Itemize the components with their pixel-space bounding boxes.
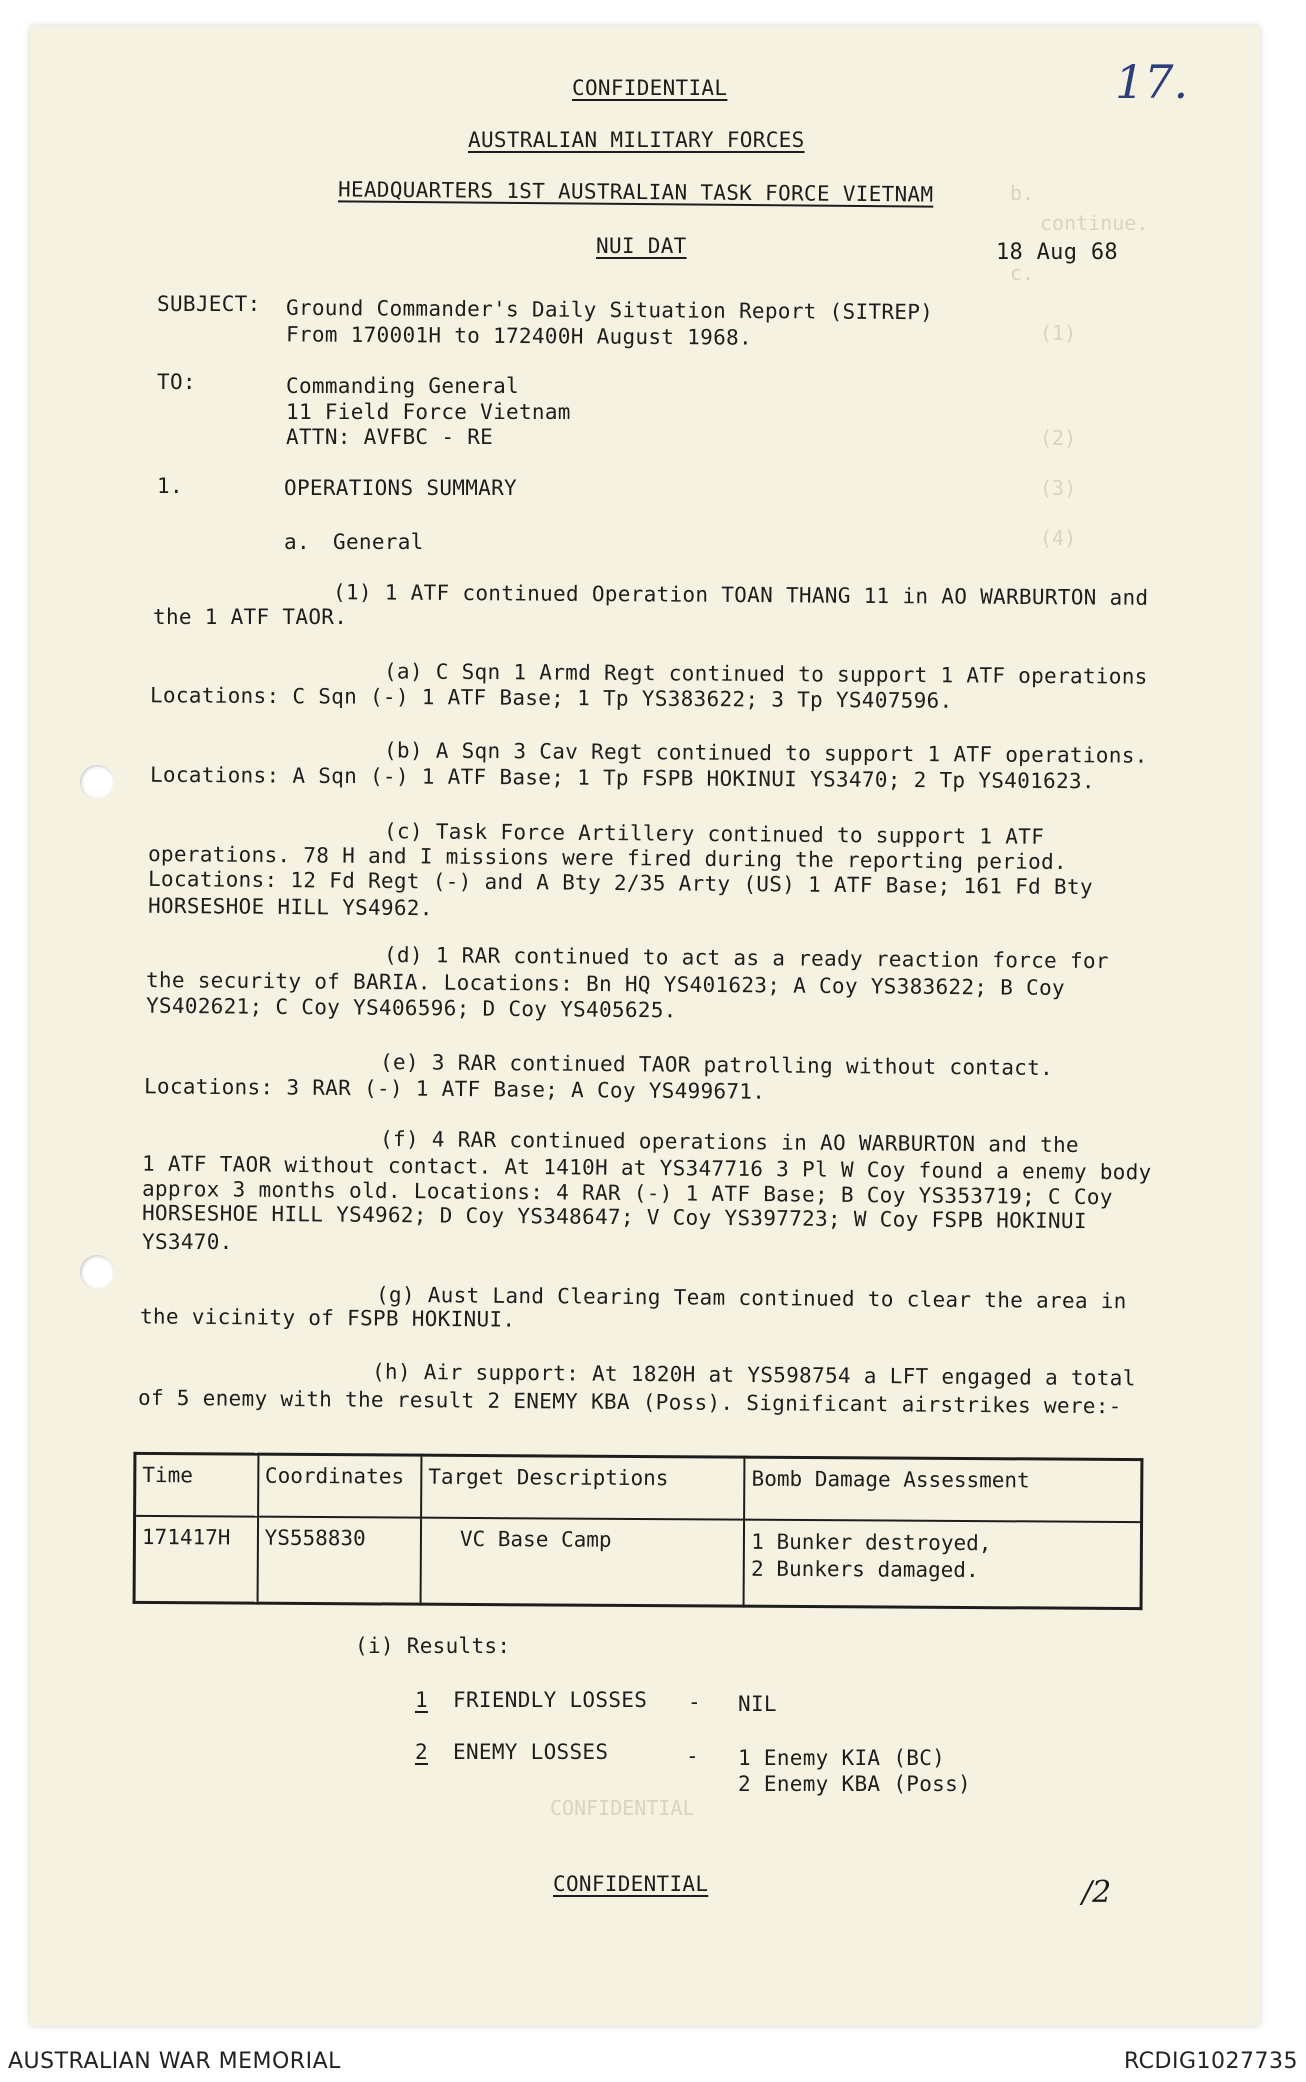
header-coordinates: Coordinates — [258, 1454, 422, 1517]
para-1-line-2: the 1 ATF TAOR. — [153, 605, 348, 629]
bleed-through-text: (1) — [1040, 321, 1077, 345]
punch-hole — [80, 765, 114, 799]
cell-target: VC Base Camp — [420, 1518, 744, 1606]
subsection-title: General — [333, 530, 424, 554]
para-c-line-3: Locations: 12 Fd Regt (-) and A Bty 2/35 Arty (US) 1 ATF Base; 161 Fd Bty — [147, 866, 1093, 900]
header-time: Time — [135, 1453, 259, 1516]
classification-top: CONFIDENTIAL — [572, 76, 728, 100]
para-f-line-5: YS3470. — [142, 1230, 233, 1254]
para-c-line-1: (c) Task Force Artillery continued to support 1 ATF — [383, 819, 1045, 849]
header-bda: Bomb Damage Assessment — [744, 1457, 1142, 1522]
friendly-losses-dash: - — [688, 1690, 701, 1714]
handwritten-page-number: 17. — [1115, 55, 1189, 109]
cell-coordinates: YS558830 — [257, 1517, 421, 1604]
section-number: 1. — [157, 474, 183, 498]
para-g-line-2: the vicinity of FSPB HOKINUI. — [139, 1304, 516, 1332]
subject-line-1: Ground Commander's Daily Situation Report (SITREP) — [285, 295, 934, 325]
para-b-line-1: (b) A Sqn 3 Cav Regt continued to support 1 ATF operations. — [383, 738, 1148, 768]
bda-line-2: 2 Bunkers damaged. — [750, 1556, 979, 1583]
enemy-losses-dash: - — [686, 1744, 699, 1768]
bleed-through-text: (4) — [1040, 526, 1077, 550]
para-g-line-1: (g) Aust Land Clearing Team continued to clear the area in — [375, 1282, 1127, 1314]
bleed-through-text: continue. — [1040, 211, 1149, 235]
para-a-line-1: (a) C Sqn 1 Armd Regt continued to support 1 ATF operations — [383, 659, 1148, 689]
subject-label: SUBJECT: — [157, 292, 261, 316]
punch-hole — [80, 1255, 114, 1289]
para-c-line-4: HORSESHOE HILL YS4962. — [147, 893, 433, 921]
table-row — [134, 1516, 1142, 1609]
para-e-line-2: Locations: 3 RAR (-) 1 ATF Base; A Coy YS499671. — [143, 1074, 766, 1104]
para-h-line-2: of 5 enemy with the result 2 ENEMY KBA (Poss). Significant airstrikes were:- — [137, 1385, 1122, 1419]
para-a-line-2: Locations: C Sqn (-) 1 ATF Base; 1 Tp YS383622; 3 Tp YS407596. — [149, 683, 953, 713]
next-page-marker: /2 — [1082, 1875, 1112, 1910]
cell-bda — [744, 1520, 1142, 1609]
para-d-line-3: YS402621; C Coy YS406596; D Coy YS405625. — [145, 993, 677, 1023]
para-f-line-3: approx 3 months old. Locations: 4 RAR (-) 1 ATF Base; B Coy YS353719; C Coy — [141, 1176, 1113, 1210]
para-d-line-2: the security of BARIA. Locations: Bn HQ YS401623; A Coy YS383622; B Coy — [145, 967, 1066, 1001]
cell-time: 171417H — [134, 1516, 258, 1603]
bleed-through-text: (3) — [1040, 476, 1077, 500]
hq-title: HEADQUARTERS 1ST AUSTRALIAN TASK FORCE VIETNAM — [337, 177, 934, 207]
location-title: NUI DAT — [596, 234, 687, 258]
subject-line-2: From 170001H to 172400H August 1968. — [285, 322, 753, 350]
results-label: (i) Results: — [355, 1634, 511, 1658]
table-header-row — [135, 1453, 1142, 1522]
bleed-through-text: b. — [1010, 181, 1035, 205]
subsection-letter: a. — [284, 530, 310, 554]
para-f-line-1: (f) 4 RAR continued operations in AO WARBURTON and the — [379, 1126, 1080, 1158]
to-line-1: Commanding General — [286, 374, 519, 398]
enemy-losses-value-1: 1 Enemy KIA (BC) — [738, 1746, 946, 1770]
enemy-losses-number: 2 — [415, 1740, 428, 1764]
para-b-line-2: Locations: A Sqn (-) 1 ATF Base; 1 Tp FSPB HOKINUI YS3470; 2 Tp YS401623. — [149, 762, 1095, 794]
org-title: AUSTRALIAN MILITARY FORCES — [468, 128, 805, 152]
classification-bottom: CONFIDENTIAL — [553, 1872, 709, 1896]
bleed-through-text: c. — [1010, 261, 1035, 285]
archive-reference: RCDIG1027735 — [1123, 2049, 1298, 2074]
header-target: Target Descriptions — [421, 1455, 745, 1519]
para-1-line-1: (1) 1 ATF continued Operation TOAN THANG 11 in AO WARBURTON and — [332, 580, 1149, 610]
bda-line-1: 1 Bunker destroyed, — [751, 1529, 992, 1556]
friendly-losses-label: FRIENDLY LOSSES — [453, 1688, 648, 1712]
para-d-line-1: (d) 1 RAR continued to act as a ready reaction force for — [383, 942, 1109, 974]
section-title: OPERATIONS SUMMARY — [284, 476, 517, 500]
para-f-line-4: HORSESHOE HILL YS4962; D Coy YS348647; V Coy YS397723; W Coy FSPB HOKINUI — [141, 1200, 1087, 1234]
to-line-3: ATTN: AVFBC - RE — [286, 425, 494, 449]
friendly-losses-number: 1 — [415, 1688, 428, 1712]
enemy-losses-value-2: 2 Enemy KBA (Poss) — [738, 1772, 971, 1796]
to-line-2: 11 Field Force Vietnam — [286, 400, 571, 424]
enemy-losses-label: ENEMY LOSSES — [453, 1740, 609, 1764]
document-date: 18 Aug 68 — [996, 240, 1118, 265]
airstrikes-table — [133, 1452, 1144, 1610]
para-c-line-2: operations. 78 H and I missions were fired during the reporting period. — [147, 841, 1068, 875]
archive-credit: AUSTRALIAN WAR MEMORIAL — [8, 2049, 341, 2074]
bleed-through-text: CONFIDENTIAL — [550, 1796, 695, 1820]
to-label: TO: — [157, 370, 196, 394]
para-h-line-1: (h) Air support: At 1820H at YS598754 a LFT engaged a total — [371, 1359, 1136, 1391]
para-e-line-1: (e) 3 RAR continued TAOR patrolling without contact. — [379, 1050, 1054, 1080]
para-f-line-2: 1 ATF TAOR without contact. At 1410H at YS347716 3 Pl W Coy found a enemy body — [141, 1151, 1152, 1185]
friendly-losses-value: NIL — [738, 1692, 777, 1716]
bleed-through-text: (2) — [1040, 426, 1077, 450]
